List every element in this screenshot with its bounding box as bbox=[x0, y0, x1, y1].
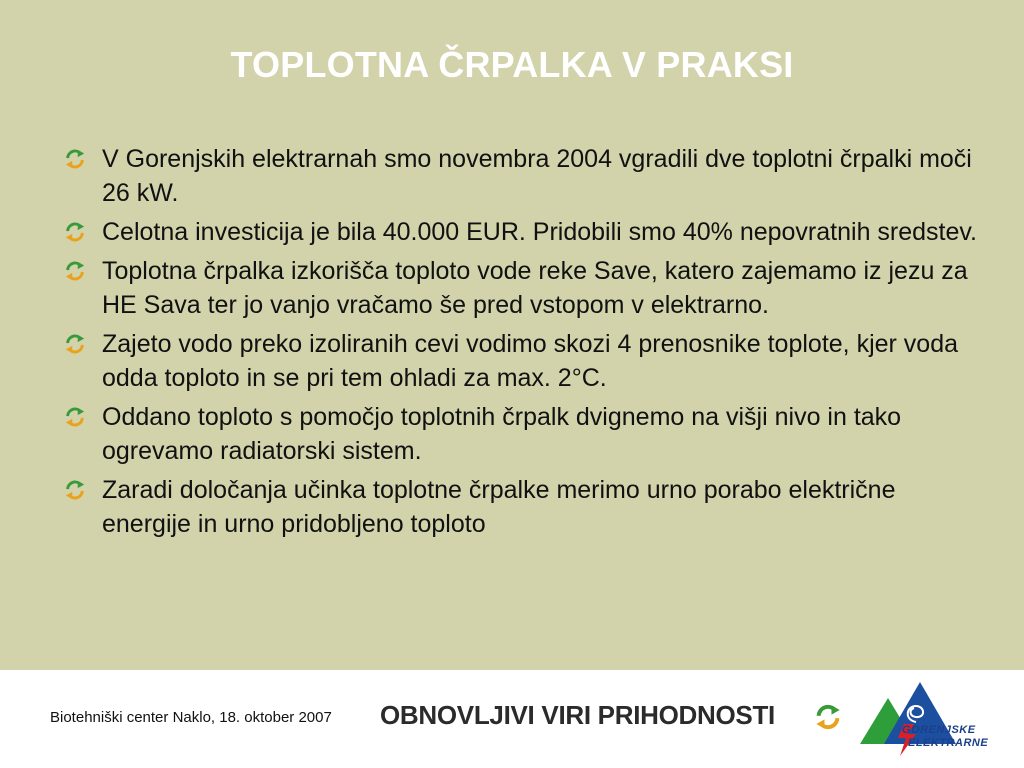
bullet-text: V Gorenjskih elektrarnah smo novembra 2004 vgradili dve toplotni črpalki moči 26 kW. bbox=[102, 145, 972, 207]
recycle-arrows-icon bbox=[814, 703, 842, 731]
bullet-text: Celotna investicija je bila 40.000 EUR. Pridobili smo 40% nepovratnih sredstev. bbox=[102, 218, 977, 246]
bullet-text: Toplotna črpalka izkorišča toploto vode reke Save, katero zajemamo iz jezu za HE Sava ter jo vanjo vračamo še pred vstopom v elektrarno. bbox=[102, 257, 968, 319]
list-item bbox=[60, 254, 980, 322]
bullet-text: Zaradi določanja učinka toplotne črpalke merimo urno porabo električne energije in urno pridobljeno toploto bbox=[102, 476, 896, 538]
recycle-arrows-icon bbox=[64, 479, 86, 501]
list-item bbox=[60, 473, 980, 541]
footer-caption: Biotehniški center Naklo, 18. oktober 2007 bbox=[50, 709, 332, 726]
list-item bbox=[60, 142, 980, 210]
recycle-arrows-icon bbox=[64, 406, 86, 428]
recycle-arrows-icon bbox=[64, 221, 86, 243]
list-item bbox=[60, 215, 980, 249]
bullet-text: Oddano toploto s pomočjo toplotnih črpalk dvignemo na višji nivo in tako ogrevamo radiatorski sistem. bbox=[102, 403, 902, 465]
bullet-list bbox=[60, 142, 980, 546]
list-item bbox=[60, 327, 980, 395]
brand-slogan: OBNOVLJIVI VIRI PRIHODNOSTI bbox=[380, 700, 775, 730]
logo-line-1: GORENJSKE bbox=[902, 724, 976, 736]
recycle-arrows-icon bbox=[64, 148, 86, 170]
recycle-arrows-icon bbox=[64, 333, 86, 355]
recycle-arrows-icon bbox=[64, 260, 86, 282]
bullet-text: Zajeto vodo preko izoliranih cevi vodimo skozi 4 prenosnike toplote, kjer voda odda toploto in se pri tem ohladi za max. 2°C. bbox=[102, 330, 959, 392]
logo-line-2: ELEKTRARNE bbox=[908, 737, 989, 749]
logo-wordmark bbox=[902, 724, 988, 750]
slide-title: TOPLOTNA ČRPALKA V PRAKSI bbox=[230, 44, 794, 85]
list-item bbox=[60, 400, 980, 468]
